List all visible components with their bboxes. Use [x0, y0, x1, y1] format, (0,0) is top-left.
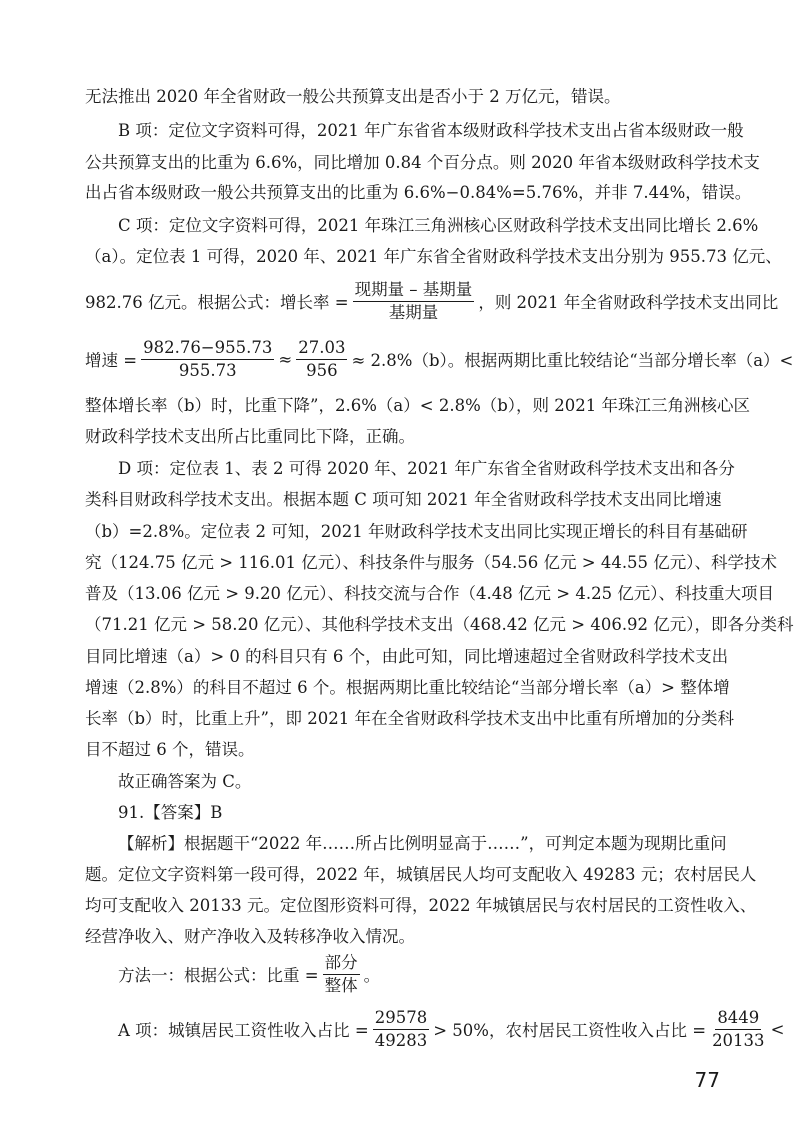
- fraction-numerator: 部分: [323, 953, 360, 975]
- text-line: B 项：定位文字资料可得，2021 年广东省省本级财政科学技术支出占省本级财政一般: [118, 121, 744, 140]
- fraction-numerator: 982.76−955.73: [141, 338, 274, 360]
- formula-text: ≈ 2.8%（b）。根据两期比重比较结论“当部分增长率（a）<: [351, 351, 794, 370]
- formula-text: > 50%，农村居民工资性收入占比 =: [433, 1021, 707, 1040]
- formula-text: ，则 2021 年全省财政科学技术支出同比: [478, 293, 779, 312]
- formula-growth-rate: [85, 278, 779, 324]
- text-line: 无法推出 2020 年全省财政一般公共预算支出是否小于 2 万亿元，错误。: [85, 87, 621, 106]
- text-line: 长率（b）时，比重上升”，即 2021 年在全省财政科学技术支出中比重有所增加的分类科: [85, 709, 734, 728]
- fraction: [141, 338, 274, 381]
- fraction: [373, 1008, 430, 1051]
- fraction: [323, 953, 360, 996]
- formula-text: 增速 =: [85, 351, 138, 370]
- text-line: C 项：定位文字资料可得，2021 年珠江三角洲核心区财政科学技术支出同比增长 2.6%: [118, 216, 759, 235]
- fraction: [353, 280, 475, 323]
- formula-proportion: [118, 950, 717, 998]
- formula-option-a: [118, 1005, 785, 1053]
- formula-text: <: [770, 1019, 785, 1039]
- text-line: 财政科学技术支出所占比重同比下降，正确。: [85, 427, 415, 446]
- fraction-denominator: 基期量: [388, 302, 439, 322]
- fraction-numerator: 27.03: [296, 338, 347, 360]
- fraction-denominator: 49283: [374, 1030, 428, 1050]
- text-line: 普及（13.06 亿元 > 9.20 亿元）、科技交流与合作（4.48 亿元 > 4.25 亿元）、科技重大项目: [85, 584, 775, 603]
- text-line: 【解析】根据题干“2022 年……所占比例明显高于……”，可判定本题为现期比重问: [118, 834, 727, 853]
- text-line: 经营净收入、财产净收入及转移净收入情况。: [85, 927, 415, 946]
- fraction-numerator: 8449: [715, 1008, 761, 1030]
- fraction-numerator: 现期量 – 基期量: [353, 280, 475, 302]
- page-number: 77: [694, 1068, 720, 1092]
- formula-text: 982.76 亿元。根据公式：增长率 =: [85, 293, 349, 312]
- text-line: 故正确答案为 C。: [118, 772, 252, 791]
- text-line: 目不超过 6 个，错误。: [85, 740, 255, 759]
- text-line: 目同比增速（a）> 0 的科目只有 6 个，由此可知，同比增速超过全省财政科学技术支出: [85, 647, 729, 666]
- text-line: 题。定位文字资料第一段可得，2022 年，城镇居民人均可支配收入 49283 元；农村居民人: [85, 865, 757, 884]
- formula-text: 。: [363, 966, 381, 985]
- text-line: 究（124.75 亿元 > 116.01 亿元）、科技条件与服务（54.56 亿元 > 44.55 亿元）、科学技术: [85, 553, 778, 572]
- fraction-denominator: 956: [306, 360, 338, 380]
- text-line: 整体增长率（b）时，比重下降”，2.6%（a）< 2.8%（b），则 2021 年珠江三角洲核心区: [85, 396, 751, 415]
- text-line: （a）。定位表 1 可得，2020 年、2021 年广东省全省财政科学技术支出分别为 955.73 亿元、: [85, 247, 782, 266]
- formula-growth-calc: [85, 336, 794, 382]
- text-line: 增速（2.8%）的科目不超过 6 个。根据两期比重比较结论“当部分增长率（a）> 整体增: [85, 678, 730, 697]
- text-line: 公共预算支出的比重为 6.6%，同比增加 0.84 个百分点。则 2020 年省本级财政科学技术支: [85, 153, 760, 172]
- fraction: [296, 338, 347, 381]
- fraction-denominator: 整体: [324, 975, 358, 995]
- fraction: [710, 1008, 767, 1051]
- formula-text: 方法一：根据公式：比重 =: [118, 966, 319, 985]
- text-line: 类科目财政科学技术支出。根据本题 C 项可知 2021 年全省财政科学技术支出同比增速: [85, 490, 722, 509]
- approx-sign: ≈: [278, 349, 293, 369]
- text-line: 出占省本级财政一般公共预算支出的比重为 6.6%−0.84%=5.76%，并非 7.44%，错误。: [85, 183, 752, 202]
- answer-heading: 91.【答案】B: [118, 803, 223, 822]
- text-line: D 项：定位表 1、表 2 可得 2020 年、2021 年广东省全省财政科学技术支出和各分: [118, 459, 735, 478]
- text-line: （b）=2.8%。定位表 2 可知，2021 年财政科学技术支出同比实现正增长的科目有基础研: [85, 522, 748, 541]
- fraction-denominator: 955.73: [178, 360, 237, 380]
- formula-text: A 项：城镇居民工资性收入占比 =: [118, 1021, 369, 1040]
- text-line: 均可支配收入 20133 元。定位图形资料可得，2022 年城镇居民与农村居民的工资性收入、: [85, 896, 757, 915]
- fraction-denominator: 20133: [712, 1030, 765, 1050]
- text-line: （71.21 亿元 > 58.20 亿元）、其他科学技术支出（468.42 亿元 > 406.92 亿元），即各分类科: [85, 615, 794, 634]
- fraction-numerator: 29578: [373, 1008, 430, 1030]
